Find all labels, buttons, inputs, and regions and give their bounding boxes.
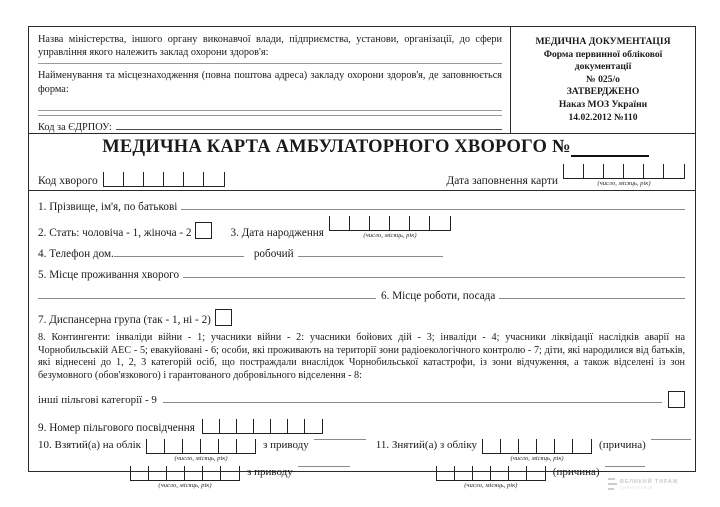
field-row-dispensary bbox=[38, 302, 685, 326]
other-categories-checkbox[interactable] bbox=[668, 391, 685, 408]
address-input-line2[interactable] bbox=[38, 298, 376, 299]
fullname-input[interactable] bbox=[181, 209, 685, 210]
header-right-panel bbox=[511, 27, 695, 133]
edrpou-input[interactable] bbox=[116, 129, 502, 130]
workplace-label: 6. Місце роботи, посада bbox=[381, 290, 496, 302]
field-row-privilege-number bbox=[38, 412, 685, 434]
title-secondary-row bbox=[38, 164, 685, 187]
fill-date-cell-wrap bbox=[563, 164, 685, 187]
ministry-name-label: Назва міністерства, іншого органу виконавчої влади, підприємства, установи, організації, до сфери управління якого належить заклад охорони здоров'я: bbox=[38, 34, 502, 59]
birthdate-cell-wrap bbox=[329, 216, 451, 239]
doc-form-number: № 025/о bbox=[586, 73, 620, 85]
patient-code-cells[interactable] bbox=[103, 172, 225, 187]
registered-date-caption-1: (число, місяць, рік) bbox=[174, 455, 228, 463]
deregistered-reason-label-1: (причина) bbox=[599, 439, 646, 452]
fill-date-label: Дата заповнення карти bbox=[446, 175, 558, 187]
registration-section bbox=[29, 439, 695, 489]
numbered-fields bbox=[29, 191, 695, 326]
deregistered-date-cells-2[interactable] bbox=[436, 466, 546, 481]
printer-mark-icon bbox=[608, 478, 617, 490]
other-categories-label: інші пільгові категорії - 9 bbox=[38, 394, 157, 407]
field-row-phones bbox=[38, 239, 685, 260]
deregistered-date-caption-2: (число, місяць, рік) bbox=[464, 482, 518, 490]
printer-name: ВЕЛИКИЙ ТИРАЖ bbox=[620, 478, 679, 485]
home-phone-label: 4. Телефон дом. bbox=[38, 248, 114, 260]
printer-watermark-text bbox=[620, 479, 678, 490]
deregistered-label: 11. Знятий(а) з обліку bbox=[375, 439, 478, 452]
field-row-address bbox=[38, 260, 685, 281]
registered-date-wrap-1 bbox=[146, 439, 256, 462]
work-phone-label: робочий bbox=[253, 248, 294, 260]
divider bbox=[38, 115, 502, 116]
dispensary-checkbox[interactable] bbox=[215, 309, 232, 326]
registered-label: 10. Взятий(а) на облік bbox=[38, 439, 142, 452]
title-area bbox=[29, 134, 695, 191]
fill-date-group bbox=[446, 164, 685, 187]
other-categories-input[interactable] bbox=[163, 402, 662, 403]
fullname-label: 1. Прізвище, ім'я, по батькові bbox=[38, 201, 178, 213]
page-title-text: МЕДИЧНА КАРТА АМБУЛАТОРНОГО ХВОРОГО № bbox=[102, 137, 571, 157]
printer-subtitle: ТИПОГРАФІЯ bbox=[620, 485, 654, 490]
address-input[interactable] bbox=[183, 277, 685, 278]
field-row-fullname bbox=[38, 191, 685, 213]
deregistered-date-wrap-1 bbox=[482, 439, 592, 462]
approved-label: ЗАТВЕРДЖЕНО bbox=[566, 86, 640, 98]
doc-type-line-3: документації bbox=[574, 61, 632, 73]
registration-row-1 bbox=[38, 439, 685, 462]
privilege-number-cells[interactable] bbox=[202, 419, 323, 434]
birthdate-label: 3. Дата народження bbox=[230, 227, 324, 239]
header-left-panel bbox=[29, 27, 511, 133]
deregistered-reason-input-1[interactable] bbox=[651, 439, 691, 440]
birthdate-caption: (число, місяць, рік) bbox=[363, 232, 417, 239]
printer-watermark-logo bbox=[608, 478, 678, 490]
registered-reason-label-1: з приводу bbox=[263, 439, 309, 452]
registered-reason-label-2: з приводу bbox=[247, 466, 293, 479]
dispensary-label: 7. Диспансерна група (так - 1, ні - 2) bbox=[38, 314, 211, 326]
registered-date-wrap-2 bbox=[130, 466, 240, 489]
institution-name-label: Найменування та місцезнаходження (повна поштова адреса) закладу охорони здоров'я, де заповнюється форма: bbox=[38, 70, 502, 95]
privilege-number-label: 9. Номер пільгового посвідчення bbox=[38, 422, 195, 435]
order-date-number: 14.02.2012 №110 bbox=[568, 111, 638, 123]
patient-code-group bbox=[38, 172, 225, 187]
privilege-cert-section bbox=[29, 412, 695, 434]
registered-reason-input-2[interactable] bbox=[298, 466, 350, 467]
registered-date-cells-1[interactable] bbox=[146, 439, 256, 454]
field-row-address2-work bbox=[38, 281, 685, 302]
order-authority: Наказ МОЗ України bbox=[558, 98, 648, 110]
sex-label: 2. Стать: чоловіча - 1, жіноча - 2 bbox=[38, 227, 192, 239]
edrpou-row bbox=[38, 122, 502, 133]
divider bbox=[38, 110, 502, 111]
contingent-paragraph: 8. Контингенти: інваліди війни - 1; учасники війни - 2: учасники бойових дій - 3; інваліди - 4; учасники ліквідації наслідків аварії на Чорнобильській АЕС - 5; евакуйовані - 6; особи, які проживають на території зони радіоекологічного контролю - 7; діти, які народилися від батьків, які віднесені до 1, 2, 3 категорій осіб, що постраждали внаслідок Чорнобильської катастрофи, із зони відчуження, а також відселені із зон безумовного (обов'язкового) і гарантованого добровільного відселення - 8: bbox=[38, 332, 685, 381]
deregistered-date-wrap-2 bbox=[436, 466, 546, 489]
home-phone-input[interactable] bbox=[114, 256, 244, 257]
doc-type-line-1: МЕДИЧНА ДОКУМЕНТАЦІЯ bbox=[535, 36, 671, 47]
divider bbox=[38, 63, 502, 64]
deregistered-reason-input-2[interactable] bbox=[605, 466, 645, 467]
fill-date-caption: (число, місяць, рік) bbox=[597, 180, 651, 187]
card-number-input[interactable] bbox=[571, 155, 649, 157]
deregistered-date-caption-1: (число, місяць, рік) bbox=[510, 455, 564, 463]
doc-type-line-2: Форма первинної облікової bbox=[543, 48, 663, 60]
deregistered-reason-label-2: (причина) bbox=[552, 466, 600, 479]
registered-reason-input-1[interactable] bbox=[314, 439, 366, 440]
registered-date-cells-2[interactable] bbox=[130, 466, 240, 481]
birthdate-cells[interactable] bbox=[329, 216, 451, 231]
work-phone-input[interactable] bbox=[298, 256, 443, 257]
registered-date-caption-2: (число, місяць, рік) bbox=[158, 482, 212, 490]
sex-checkbox[interactable] bbox=[195, 222, 212, 239]
page-title bbox=[38, 137, 685, 158]
fill-date-cells[interactable] bbox=[563, 164, 685, 179]
address-label: 5. Місце проживання хворого bbox=[38, 269, 180, 281]
edrpou-label: Код за ЄДРПОУ: bbox=[38, 122, 112, 133]
patient-code-label: Код хворого bbox=[38, 175, 98, 187]
other-categories-row bbox=[29, 386, 695, 406]
field-row-sex-birth bbox=[38, 213, 685, 239]
deregistered-date-cells-1[interactable] bbox=[482, 439, 592, 454]
header-block bbox=[28, 26, 696, 134]
workplace-input[interactable] bbox=[499, 298, 685, 299]
registration-row-2 bbox=[38, 466, 685, 489]
